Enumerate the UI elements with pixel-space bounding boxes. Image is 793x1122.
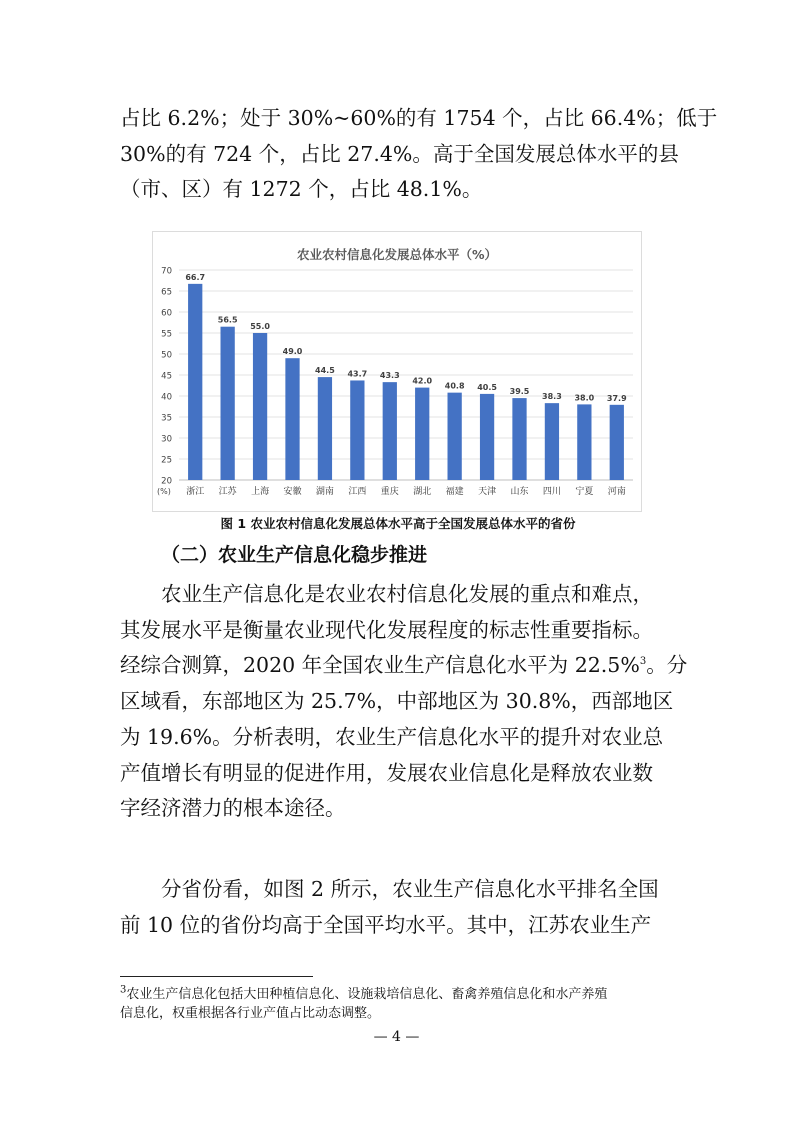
bar-value-label: 43.7 (347, 369, 368, 379)
footnote-marker: 3 (120, 984, 127, 996)
bar (448, 393, 462, 480)
footnote-reference[interactable]: 3 (639, 656, 647, 668)
x-category-label: 湖北 (413, 487, 432, 497)
footnote-line (120, 985, 676, 1004)
paragraph-line: （市、区）有 1272 个，占比 48.1%。 (120, 177, 483, 202)
x-category-label: 山东 (510, 487, 529, 497)
footnote-divider (120, 976, 313, 977)
y-tick-label: 30 (161, 434, 172, 445)
bar-value-label: 37.9 (606, 393, 627, 403)
bar (577, 404, 591, 480)
x-category-label: 江苏 (218, 487, 237, 497)
bar (610, 405, 624, 480)
y-tick-label: 45 (161, 371, 172, 382)
y-tick-label: 40 (161, 392, 172, 403)
x-category-label: 江西 (348, 487, 367, 497)
y-tick-label: 65 (161, 287, 172, 298)
x-category-label: 宁夏 (575, 487, 594, 497)
bar-value-label: 40.8 (444, 381, 465, 391)
y-tick-label: 55 (161, 329, 172, 340)
section-heading: （二）农业生产信息化稳步推进 (161, 544, 428, 566)
bar-chart (152, 231, 642, 512)
chart-title: 农业农村信息化发展总体水平（%） (296, 247, 498, 262)
x-category-label: 天津 (478, 487, 497, 497)
paragraph-provinces (120, 872, 676, 943)
paragraph-line: 其发展水平是衡量农业现代化发展程度的标志性重要指标。 (120, 617, 653, 642)
x-category-label: 安徽 (283, 487, 302, 497)
bar (350, 380, 364, 480)
paragraph-line: 前 10 位的省份均高于全国平均水平。其中，江苏农业生产 (120, 912, 652, 937)
bar-value-label: 38.3 (542, 392, 562, 402)
y-tick-label: 50 (161, 350, 172, 361)
x-category-label: 福建 (445, 487, 464, 497)
y-unit-label: (%) (157, 487, 171, 496)
bar-value-label: 39.5 (509, 387, 530, 397)
bar-value-label: 40.5 (477, 382, 497, 392)
paragraph-line: 30%的有 724 个，占比 27.4%。高于全国发展总体水平的县 (120, 141, 679, 166)
footnote-text: 农业生产信息化包括大田种植信息化、设施栽培信息化、畜禽养殖信息化和水产养殖 (126, 987, 608, 1002)
bar (383, 382, 397, 480)
bar-value-label: 56.5 (217, 315, 238, 325)
bar-value-label: 42.0 (412, 376, 433, 386)
bar (318, 377, 332, 480)
y-tick-label: 60 (161, 308, 172, 319)
x-category-label: 上海 (251, 487, 270, 497)
y-tick-label: 20 (161, 476, 172, 487)
bar (415, 388, 429, 480)
bar (221, 327, 235, 480)
x-category-label: 四川 (542, 487, 561, 497)
paragraph-continued (120, 101, 718, 208)
footnote-line: 信息化，权重根据各行业产值占比动态调整。 (120, 1006, 381, 1021)
bar-value-label: 66.7 (185, 272, 206, 282)
y-tick-label: 25 (161, 455, 172, 466)
x-category-label: 浙江 (186, 487, 205, 497)
x-category-label: 重庆 (380, 487, 399, 497)
paragraph-line-with-footnote (120, 648, 688, 684)
bar-value-label: 43.3 (379, 371, 400, 381)
paragraph-production-info (120, 577, 688, 827)
bar (188, 284, 202, 480)
bar-value-label: 44.5 (315, 366, 335, 376)
bar-value-label: 38.0 (574, 393, 595, 403)
paragraph-line: 字经济潜力的根本途径。 (120, 796, 346, 821)
paragraph-line: 产值增长有明显的促进作用，发展农业信息化是释放农业数 (120, 760, 653, 785)
paragraph-line: 区域看，东部地区为 25.7%，中部地区为 30.8%，西部地区 (120, 689, 674, 714)
paragraph-line: 占比 6.2%；处于 30%~60%的有 1754 个，占比 66.4%；低于 (120, 106, 718, 130)
figure-caption: 图 1 农业农村信息化发展总体水平高于全国发展总体水平的省份 (220, 516, 576, 531)
bar (545, 403, 559, 480)
page-number: — 4 — (373, 1029, 420, 1045)
bar-chart-svg (153, 232, 641, 511)
bar (285, 358, 299, 480)
bar (253, 333, 267, 480)
paragraph-line: 农业生产信息化是农业农村信息化发展的重点和难点， (161, 582, 653, 606)
x-category-label: 河南 (607, 487, 626, 497)
bar (480, 394, 494, 480)
line-text: 。分 (646, 653, 688, 678)
paragraph-line: 为 19.6%。分析表明，农业生产信息化水平的提升对农业总 (120, 724, 664, 749)
paragraph-line: 分省份看，如图 2 所示，农业生产信息化水平排名全国 (161, 877, 659, 901)
bar-value-label: 49.0 (282, 347, 303, 357)
bar-value-label: 55.0 (250, 322, 270, 331)
line-text: 经综合测算，2020 年全国农业生产信息化水平为 22.5% (120, 653, 640, 678)
y-tick-label: 70 (161, 266, 172, 277)
x-category-label: 湖南 (315, 487, 334, 497)
y-tick-label: 35 (161, 413, 172, 424)
bar (512, 398, 526, 480)
footnote (120, 985, 676, 1023)
